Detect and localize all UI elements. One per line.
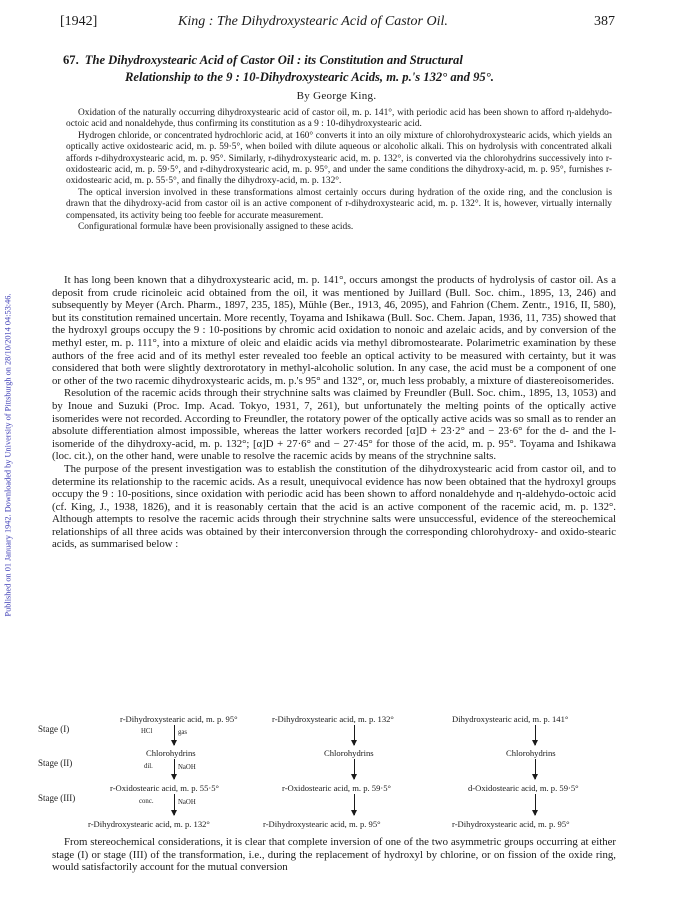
reagent-naoh-2: NaOH xyxy=(178,799,196,806)
scheme-col2-row2: Chlorohydrins xyxy=(324,748,374,758)
arrow-down-icon xyxy=(174,725,175,745)
arrow-down-icon xyxy=(354,759,355,779)
arrow-down-icon xyxy=(354,794,355,815)
running-head-year: [1942] xyxy=(60,14,98,29)
abstract xyxy=(66,108,612,233)
article-title xyxy=(63,52,615,86)
author-byline: By George King. xyxy=(296,90,377,102)
reagent-hcl: HCl xyxy=(141,728,153,735)
scheme-col1-row3: r-Oxidostearic acid, m. p. 55·5° xyxy=(110,783,219,793)
arrow-down-icon xyxy=(174,794,175,815)
arrow-down-icon xyxy=(535,759,536,779)
reagent-dil: dil. xyxy=(144,763,153,770)
download-notice xyxy=(1,140,15,770)
reagent-conc: conc. xyxy=(139,798,154,805)
running-head xyxy=(60,14,615,36)
arrow-down-icon xyxy=(174,759,175,779)
title-line-1: The Dihydroxystearic Acid of Castor Oil : its Constitution and Structural xyxy=(84,53,463,67)
article-body xyxy=(52,274,616,551)
scheme-col1-row1: r-Dihydroxystearic acid, m. p. 95° xyxy=(120,714,238,724)
arrow-down-icon xyxy=(535,725,536,745)
arrow-down-icon xyxy=(535,794,536,815)
scheme-col3-row3: d-Oxidostearic acid, m. p. 59·5° xyxy=(468,783,579,793)
scheme-col3-row4: r-Dihydroxystearic acid, m. p. 95° xyxy=(452,819,570,829)
running-head-title: King : The Dihydroxystearic Acid of Castor Oil. xyxy=(178,14,448,29)
scheme-col2-row3: r-Oxidostearic acid, m. p. 59·5° xyxy=(282,783,391,793)
scheme-col3-row2: Chlorohydrins xyxy=(506,748,556,758)
stage-label-2: Stage (II) xyxy=(38,758,73,768)
scheme-col1-row2: Chlorohydrins xyxy=(146,748,196,758)
body-paragraph: From stereochemical considerations, it is clear that complete inversion of one of the two asymmetric groups occurring at either stage (I) or stage (III) of the transformation, i.e., during the replacement of hydroxyl by chlorine, or on fission of the oxide ring, would satisfactorily account for the mutual conversion xyxy=(52,836,616,874)
body-paragraph: Resolution of the racemic acids through their strychnine salts was claimed by Freundler (Bull. Soc. chim., 1895, 13, 1053) and by Inoue and Suzuki (Proc. Imp. Acad. Tokyo, 1931, 7, 261), but unfortunately the melting points of the optically active isomerides were not recorded. According to Freundler, the rotatory power of the optically active acids was so small as to render an absolute differentiation almost impossible, whereas the latter workers recorded [α]D + 23·2° and − 23·6° for the d- and the l-isomeride of the dihydroxy-acid, m. p. 132°; [α]D + 27·6° and − 27·45° for those of the acid, m. p. 95°. Toyama and Ishikawa (loc. cit.), on the other hand, were unable to resolve the racemic acids by means of the strychnine salts. xyxy=(52,387,616,463)
scheme-col2-row4: r-Dihydroxystearic acid, m. p. 95° xyxy=(263,819,381,829)
abstract-paragraph: Hydrogen chloride, or concentrated hydrochloric acid, at 160° converts it into an oily mixture of chlorohydroxystearic acids, which yields an optically active oxidostearic acid, m. p. 59·5°, when boiled with dilute aqueous or alcoholic alkali. This on hydrolysis with concentrated alkali affords r-dihydroxystearic acid, m. p. 95°. Similarly, r-dihydroxystearic acid, m. p. 132°, is converted via the chlorohydrins successively into r-oxidostearic acid, m. p. 59·5°, and r-dihydroxystearic acid, m. p. 95°, and under the same conditions the dihydroxy-acid, m. p. 95°, furnishes r-oxidostearic acid, m. p. 55·5°, and finally the dihydroxy-acid, m. p. 132°. xyxy=(66,130,612,187)
scheme-col2-row1: r-Dihydroxystearic acid, m. p. 132° xyxy=(272,714,394,724)
reaction-scheme xyxy=(38,714,628,832)
stage-label-3: Stage (III) xyxy=(38,793,76,803)
closing-paragraph xyxy=(52,836,616,874)
article-number: 67. xyxy=(63,53,79,67)
abstract-paragraph: The optical inversion involved in these transformations almost certainly occurs during hydration of the oxide ring, and the conclusion is drawn that the dihydroxy-acid from castor oil is an active component of r-dihydroxystearic acid, m. p. 132°. It is, however, virtually internally compensated, its activity being too feeble for accurate measurement. xyxy=(66,187,612,221)
reagent-naoh-1: NaOH xyxy=(178,764,196,771)
abstract-paragraph: Configurational formulæ have been provisionally assigned to these acids. xyxy=(78,222,354,233)
body-paragraph: The purpose of the present investigation was to establish the constitution of the dihydroxystearic acid from castor oil, and to determine its relationship to the racemic acids. As a result, unequivocal evidence has now been obtained that the hydroxyl groups occupy the 9 : 10-positions, since oxidation with periodic acid has been shown to afford nonaldehyde and η-aldehydo-octoic acid (cf. King, J., 1938, 1826), and it is reasonably certain that the acid is an active component of the racemic acid, m. p. 132°. Although attempts to resolve the racemic acids through their strychnine salts were unsuccessful, evidence of the stereochemical relationships of all three acids was obtained by their interconversion through the corresponding chlorohydroxy- and oxido-stearic acids, as summarised below : xyxy=(52,462,616,551)
download-notice-text: Published on 01 January 1942. Downloaded by University of Pittsburgh on 28/10/2014 04:53:46. xyxy=(3,293,13,617)
arrow-down-icon xyxy=(354,725,355,745)
body-paragraph: It has long been known that a dihydroxystearic acid, m. p. 141°, occurs amongst the products of hydrolysis of castor oil. As a deposit from crude ricinoleic acid obtained from the oil, it was mentioned by Juillard (Bull. Soc. chim., 1895, 13, 246) and subsequently by Meyer (Arch. Pharm., 1897, 235, 185), Mühle (Ber., 1913, 46, 2095), and Fahrion (Chem. Zentr., 1916, II, 580), but its constitution remained uncertain. More recently, Toyama and Ishikawa (Bull. Soc. Chem. Japan, 1936, 11, 735) showed that the hydroxyl groups occupy the 9 : 10-positions by chromic acid oxidation to nonoic and azelaic acids, and by conversion of the methyl ester, m. p. 111°, into a mixture of oleic and elaidic acids via methyl dibromostearate. Polarimetric examination by these authors of the free acid and of its methyl ester revealed too feeble an optical activity to be measured with certainty, but it was considered that both were slightly dextrorotatory in methyl-alcoholic solution. In any case, the acid must be a component of one or other of the two racemic dihydroxystearic acids, m. p.'s 95° and 132°, or, much less probably, a mixture of diastereoisomerides. xyxy=(52,274,616,387)
stage-label-1: Stage (I) xyxy=(38,724,70,734)
page-number: 387 xyxy=(594,14,615,29)
abstract-paragraph: Oxidation of the naturally occurring dihydroxystearic acid of castor oil, m. p. 141°, with periodic acid has been shown to afford η-aldehydo-octoic acid and nonaldehyde, thus confirming its constitution as a 9 : 10-dihydroxystearic acid. xyxy=(66,108,612,130)
reagent-gas: gas xyxy=(178,729,188,736)
scheme-col1-row4: r-Dihydroxystearic acid, m. p. 132° xyxy=(88,819,210,829)
scheme-col3-row1: Dihydroxystearic acid, m. p. 141° xyxy=(452,714,569,724)
title-line-2: Relationship to the 9 : 10-Dihydroxystearic Acids, m. p.'s 132° and 95°. xyxy=(125,70,494,84)
